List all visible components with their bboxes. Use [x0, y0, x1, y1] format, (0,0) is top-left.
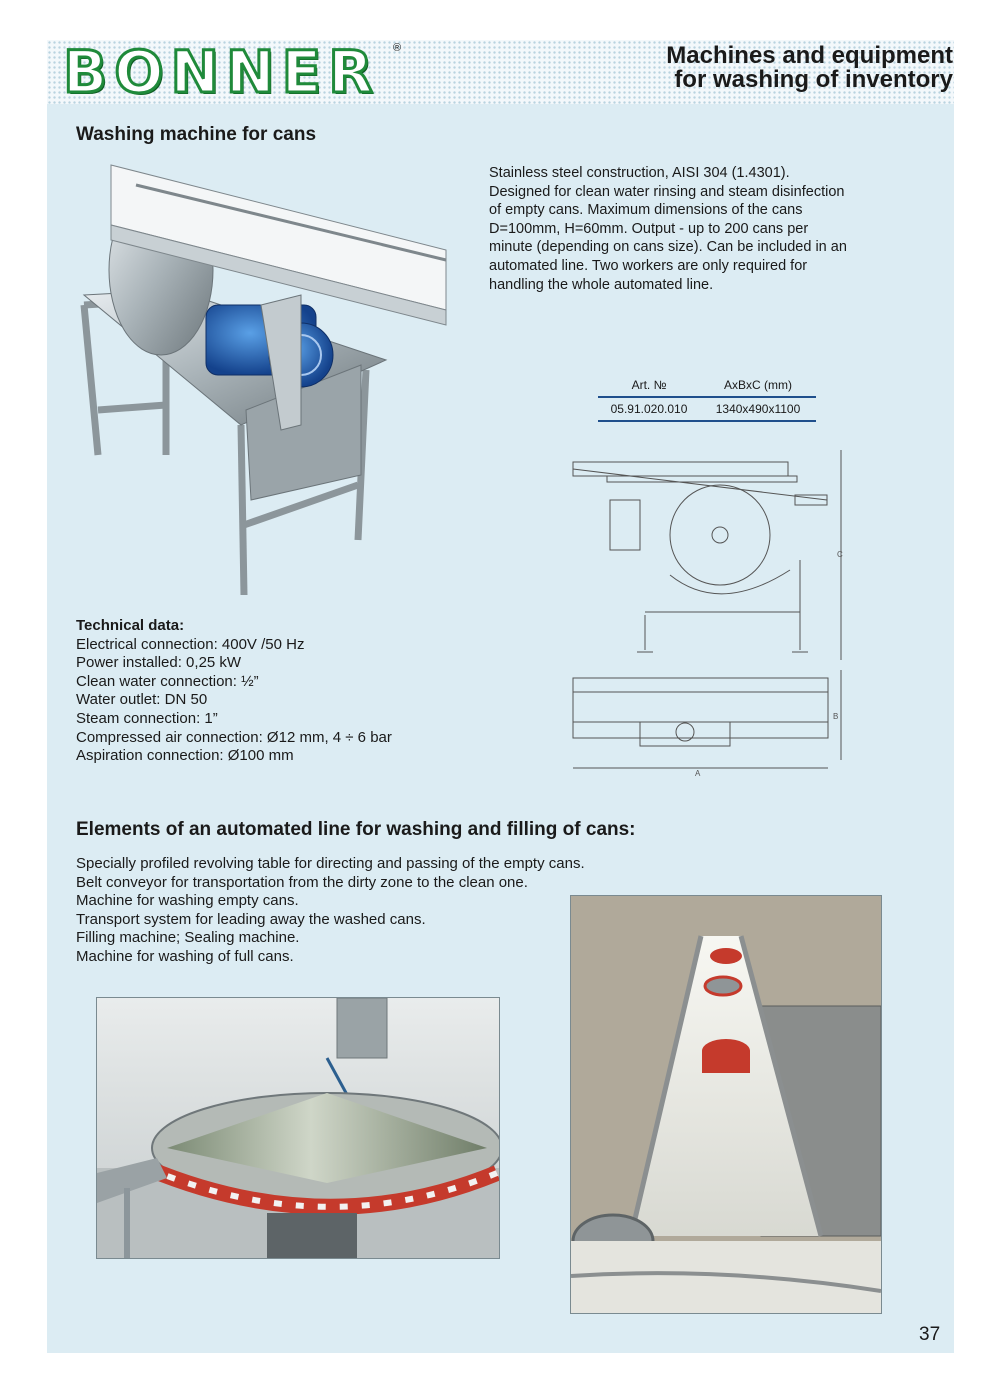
- section-heading-washing-machine: Washing machine for cans: [76, 124, 317, 145]
- description-line: Designed for clean water rinsing and steam disinfection: [489, 183, 845, 200]
- spec-header-art-no: Art. №: [631, 378, 667, 392]
- list-item: Electrical connection: 400V /50 Hz: [76, 635, 305, 653]
- description-text: [489, 164, 909, 294]
- revolving-table-photo: [96, 997, 500, 1259]
- list-item: Aspiration connection: Ø100 mm: [76, 747, 294, 765]
- technical-data-heading: Technical data:: [76, 617, 185, 634]
- section-heading-automated-line: Elements of an automated line for washing and filling of cans:: [76, 819, 636, 840]
- spec-header-dimensions: AxBxC (mm): [724, 378, 792, 392]
- description-line: minute (depending on cans size). Can be included in an: [489, 239, 847, 256]
- list-item: Machine for washing empty cans.: [76, 892, 299, 910]
- list-item: Machine for washing of full cans.: [76, 947, 294, 965]
- dimension-label-c: C: [837, 550, 843, 559]
- table-row: [598, 398, 816, 422]
- description-line: automated line. Two workers are only required for: [489, 257, 808, 274]
- washing-machine-photo: [66, 155, 466, 605]
- page-title-line-2: for washing of inventory: [674, 66, 953, 93]
- list-item: Specially profiled revolving table for directing and passing of the empty cans.: [76, 855, 585, 872]
- technical-data: [76, 617, 476, 766]
- list-item: Water outlet: DN 50: [76, 691, 208, 709]
- registered-mark: ®: [393, 42, 402, 54]
- list-item: Transport system for leading away the washed cans.: [76, 910, 426, 928]
- dimension-label-a: A: [695, 769, 701, 778]
- page-title: [666, 44, 953, 92]
- page-number: 37: [919, 1324, 941, 1345]
- conveyor-photo: [570, 895, 882, 1314]
- list-item: Steam connection: 1”: [76, 709, 218, 727]
- technical-drawing: [565, 440, 855, 785]
- description-line: Stainless steel construction, AISI 304 (1.4301).: [489, 165, 790, 181]
- list-item: Power installed: 0,25 kW: [76, 654, 242, 672]
- description-line: of empty cans. Maximum dimensions of the cans: [489, 202, 803, 219]
- list-item: Compressed air connection: Ø12 mm, 4 ÷ 6 bar: [76, 728, 392, 746]
- page-title-line-1: Machines and equipment: [666, 42, 953, 69]
- description-line: handling the whole automated line.: [489, 276, 714, 293]
- list-item: Belt conveyor for transportation from the dirty zone to the clean one.: [76, 873, 528, 891]
- spec-table-header: [598, 374, 816, 398]
- spec-table: [598, 374, 816, 422]
- bonner-logo: BONNER: [63, 38, 380, 106]
- description-line: D=100mm, H=60mm. Output - up to 200 cans per: [489, 220, 809, 237]
- spec-cell-art-no: 05.91.020.010: [610, 402, 688, 416]
- dimension-label-b: B: [833, 712, 839, 721]
- list-item: Clean water connection: ½”: [76, 672, 259, 690]
- list-item: Filling machine; Sealing machine.: [76, 929, 300, 947]
- spec-cell-dimensions: 1340x490x1100: [715, 402, 801, 416]
